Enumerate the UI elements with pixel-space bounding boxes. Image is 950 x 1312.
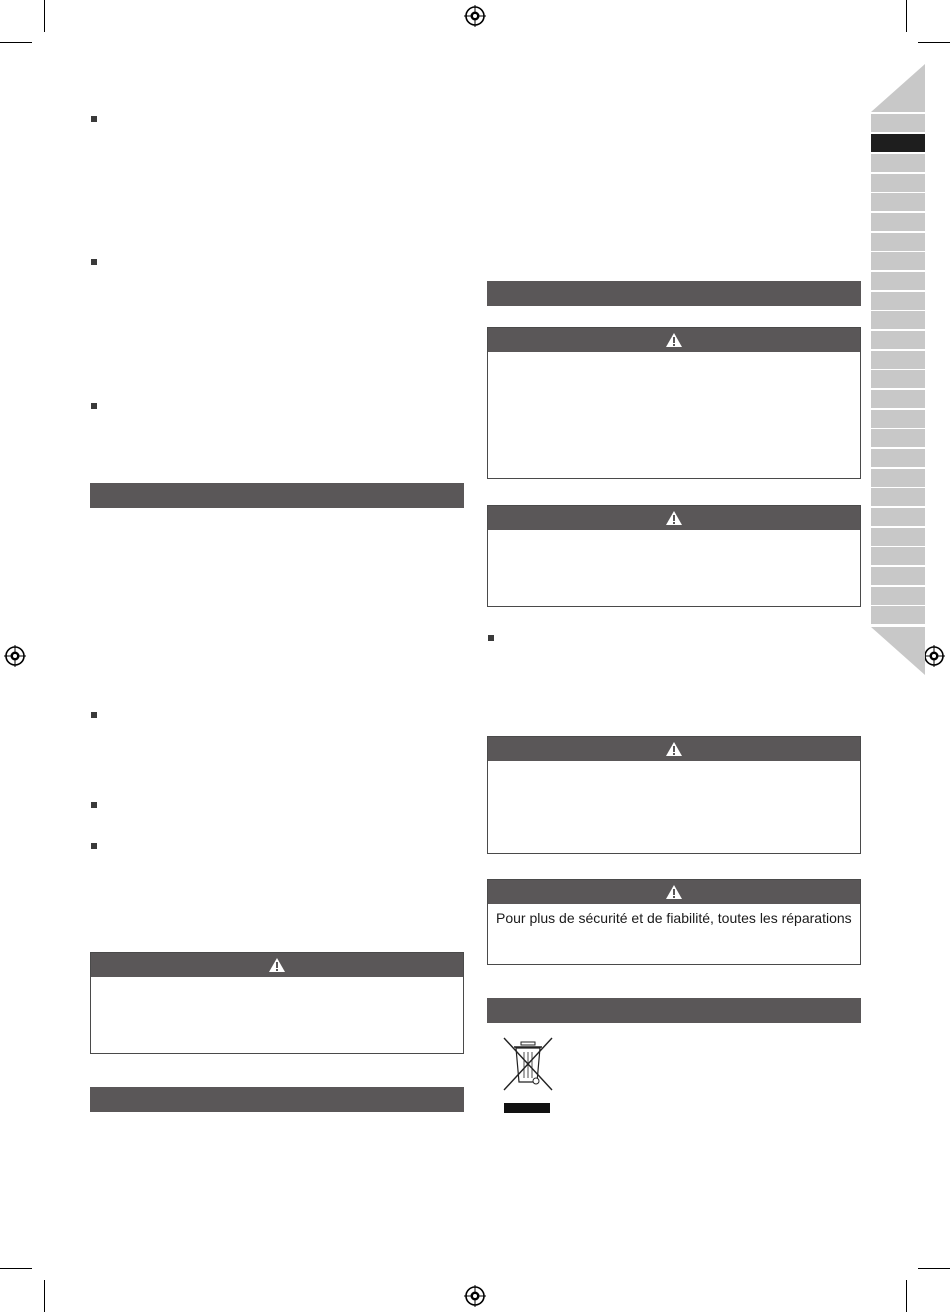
warning-triangle-icon	[665, 510, 683, 526]
side-tab	[871, 252, 925, 270]
side-tab	[871, 390, 925, 408]
side-tab	[871, 351, 925, 369]
side-tab	[871, 154, 925, 172]
section-header-bar	[487, 281, 861, 306]
list-bullet	[91, 712, 97, 718]
side-tab	[871, 528, 925, 546]
side-tab	[871, 213, 925, 231]
side-tab	[871, 508, 925, 526]
side-tab	[871, 174, 925, 192]
warning-triangle-icon	[268, 957, 286, 973]
side-tab-active	[871, 134, 925, 152]
warning-text: Pour plus de sécurité et de fiabilité, toutes les réparations	[496, 910, 852, 926]
side-tab	[871, 193, 925, 211]
section-header-bar	[487, 998, 861, 1023]
warning-header	[488, 737, 860, 761]
section-header-bar	[90, 483, 464, 508]
crossed-out-bin-icon	[502, 1036, 554, 1116]
registration-mark-icon	[464, 1285, 486, 1307]
warning-triangle-icon	[665, 884, 683, 900]
list-bullet	[91, 802, 97, 808]
side-tab	[871, 587, 925, 605]
side-tab	[871, 331, 925, 349]
side-tab	[871, 272, 925, 290]
warning-triangle-icon	[665, 332, 683, 348]
registration-mark-icon	[464, 5, 486, 27]
side-tab	[871, 233, 925, 251]
side-tab-bottom-triangle	[871, 627, 925, 677]
warning-header	[488, 880, 860, 904]
side-tab	[871, 567, 925, 585]
warning-box	[90, 952, 464, 1054]
side-tab	[871, 292, 925, 310]
side-language-tabs	[871, 114, 925, 626]
side-tab	[871, 449, 925, 467]
side-tab	[871, 370, 925, 388]
registration-mark-icon	[923, 645, 945, 667]
side-tab	[871, 606, 925, 624]
side-tab	[871, 429, 925, 447]
list-bullet	[91, 259, 97, 265]
registration-mark-icon	[4, 645, 26, 667]
warning-box	[487, 327, 861, 479]
list-bullet	[91, 116, 97, 122]
warning-box	[487, 736, 861, 854]
list-bullet	[91, 843, 97, 849]
warning-triangle-icon	[665, 741, 683, 757]
warning-header	[91, 953, 463, 977]
warning-header	[488, 506, 860, 530]
warning-header	[488, 328, 860, 352]
warning-box	[487, 879, 861, 965]
side-tab-top-triangle	[871, 64, 925, 114]
list-bullet	[91, 403, 97, 409]
side-tab	[871, 469, 925, 487]
side-tab	[871, 114, 925, 132]
side-tab	[871, 488, 925, 506]
side-tab	[871, 410, 925, 428]
side-tab	[871, 547, 925, 565]
section-header-bar	[90, 1087, 464, 1112]
warning-box	[487, 505, 861, 607]
list-bullet	[488, 635, 494, 641]
side-tab	[871, 311, 925, 329]
